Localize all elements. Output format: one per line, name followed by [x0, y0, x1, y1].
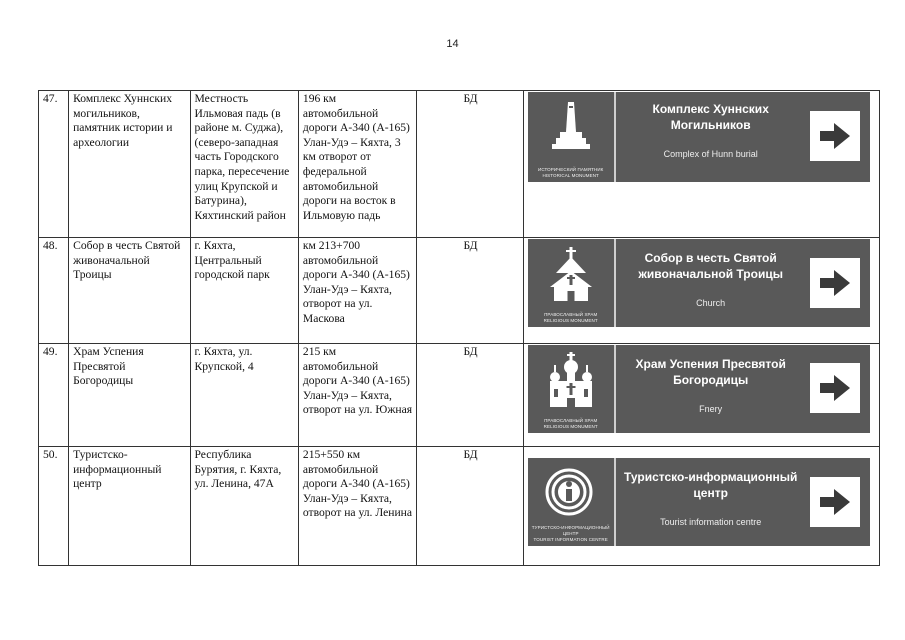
road-sign [528, 458, 870, 546]
arrow-right-icon [810, 111, 860, 161]
row-number: 47. [39, 91, 69, 238]
object-location: г. Кяхта, ул. Крупской, 4 [190, 344, 298, 447]
object-name: Туристско-информационный центр [69, 447, 190, 566]
sign-cell [523, 447, 879, 566]
row-number: 50. [39, 447, 69, 566]
arrow-right-icon [810, 258, 860, 308]
road-reference: 196 км автомобильной дороги А-340 (А-165) Улан-Удэ – Кяхта, 3 км отворот от федеральной автомобильной дороги на восток в Ильмовую падь [298, 91, 416, 238]
sign-caption-ru: ПРАВОСЛАВНЫЙ ХРАМ [544, 312, 598, 317]
road-sign [528, 345, 870, 433]
sign-pictogram-panel [528, 345, 616, 433]
region-code: БД [417, 91, 523, 238]
sign-subtitle: Fnery [699, 403, 723, 414]
object-location: Республика Бурятия, г. Кяхта, ул. Ленина, 47А [190, 447, 298, 566]
sign-caption-ru: ТУРИСТСКО-ИНФОРМАЦИОННЫЙ ЦЕНТР [531, 525, 610, 536]
sign-caption-en: TOURIST INFORMATION CENTRE [533, 537, 608, 542]
sign-pictogram-panel [528, 92, 616, 182]
arrow-right-icon [810, 477, 860, 527]
sign-pictogram-panel [528, 458, 616, 546]
row-number: 49. [39, 344, 69, 447]
sign-caption-en: HISTORICAL MONUMENT [542, 173, 599, 178]
road-reference: км 213+700 автомобильной дороги А-340 (А-165) Улан-Удэ – Кяхта, отворот на ул. Маскова [298, 238, 416, 344]
table-row [39, 91, 880, 238]
sign-title: Туристско-информационный центр [623, 469, 798, 500]
sign-cell [523, 344, 879, 447]
sign-subtitle: Church [696, 297, 726, 308]
sign-caption-ru: ПРАВОСЛАВНЫЙ ХРАМ [544, 418, 598, 423]
road-sign [528, 92, 870, 182]
cathedral-icon [546, 351, 596, 413]
region-code: БД [417, 447, 523, 566]
sign-pictogram-panel [528, 239, 616, 327]
page-number: 14 [446, 38, 459, 50]
sign-subtitle: Tourist information centre [660, 516, 762, 527]
sign-cell [523, 238, 879, 344]
object-location: г. Кяхта, Центральный городской парк [190, 238, 298, 344]
road-reference: 215+550 км автомобильной дороги А-340 (А-165) Улан-Удэ – Кяхта, отворот на ул. Ленина [298, 447, 416, 566]
sign-title: Собор в честь Святой живоначальной Троицы [638, 250, 783, 281]
sign-caption-en: RELIGIOUS MONUMENT [543, 318, 598, 323]
object-name: Комплекс Хуннских могильников, памятник истории и археологии [69, 91, 190, 238]
road-sign [528, 239, 870, 327]
table-row [39, 344, 880, 447]
table-row [39, 447, 880, 566]
road-reference: 215 км автомобильной дороги А-340 (А-165) Улан-Удэ – Кяхта, отворот на ул. Южная [298, 344, 416, 447]
objects-table [38, 90, 880, 566]
sign-subtitle: Complex of Hunn burial [663, 148, 758, 159]
sign-cell [523, 91, 879, 238]
object-name: Собор в честь Святой живоначальной Троицы [69, 238, 190, 344]
sign-title: Храм Успения Пресвятой Богородицы [635, 356, 786, 387]
arrow-right-icon [810, 363, 860, 413]
sign-caption-ru: ИСТОРИЧЕСКИЙ ПАМЯТНИК [537, 167, 604, 172]
region-code: БД [417, 344, 523, 447]
church-icon [546, 245, 596, 307]
row-number: 48. [39, 238, 69, 344]
region-code: БД [417, 238, 523, 344]
monument-icon [546, 98, 596, 158]
object-name: Храм Успения Пресвятой Богородицы [69, 344, 190, 447]
info-icon [544, 464, 594, 526]
sign-caption-en: RELIGIOUS MONUMENT [543, 424, 598, 429]
table-row [39, 238, 880, 344]
object-location: Местность Ильмовая падь (в районе м. Суджа), (северо-западная часть Городского парка, пересечение улиц Крупской и Батурина), Кяхтинский район [190, 91, 298, 238]
sign-title: Комплекс Хуннских Могильников [652, 101, 769, 132]
